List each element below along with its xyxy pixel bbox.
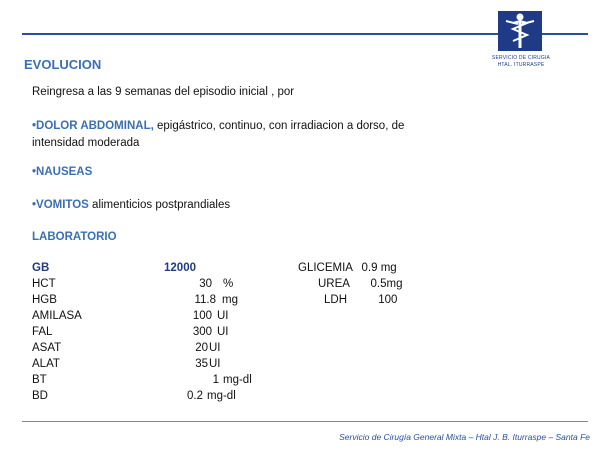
lab-value: 1 bbox=[212, 374, 219, 386]
symptom-vomitos bbox=[32, 199, 230, 211]
symptom-bullet: • bbox=[32, 166, 37, 178]
lab-unit: UI bbox=[209, 342, 221, 354]
lab-row-bd bbox=[32, 390, 252, 406]
lab-value: 0.2 bbox=[187, 390, 203, 402]
lab-name: UREA bbox=[318, 278, 350, 290]
lab-value: 100 bbox=[192, 310, 212, 322]
lab-name: GB bbox=[32, 262, 50, 274]
page-title: EVOLUCION bbox=[24, 57, 102, 72]
lab-value: 0.9 mg bbox=[361, 262, 397, 274]
lab-value: 20 bbox=[195, 342, 208, 354]
lab-row-ldh bbox=[324, 294, 397, 310]
lab-row-amilasa bbox=[32, 310, 252, 326]
lab-name: HCT bbox=[32, 278, 56, 290]
lab-name: GLICEMIA bbox=[298, 262, 353, 274]
lab-name: FAL bbox=[32, 326, 53, 338]
lab-section-title: LABORATORIO bbox=[32, 231, 117, 243]
lab-unit: % bbox=[223, 278, 234, 290]
logo-caption-line1: SERVICIO DE CIRUGIA bbox=[491, 55, 551, 61]
caduceus-icon bbox=[498, 11, 542, 51]
symptom-text: alimenticios postprandiales bbox=[88, 199, 231, 211]
hospital-logo bbox=[498, 11, 542, 51]
lab-row-alat bbox=[32, 358, 252, 374]
lab-name: LDH bbox=[324, 294, 348, 306]
lab-value: 0.5mg bbox=[370, 278, 403, 290]
intro-text: Reingresa a las 9 semanas del episodio inicial , por bbox=[32, 86, 295, 98]
footer-divider bbox=[22, 421, 588, 422]
symptom-label: DOLOR ABDOMINAL, bbox=[36, 120, 154, 132]
lab-name: ALAT bbox=[32, 358, 60, 370]
lab-unit: UI bbox=[217, 310, 229, 322]
symptom-text: epigástrico, continuo, con irradiacion a dorso, de bbox=[153, 120, 405, 132]
lab-row-hgb bbox=[32, 294, 252, 310]
logo-caption bbox=[478, 55, 564, 69]
lab-name: BD bbox=[32, 390, 48, 402]
lab-row-glicemia bbox=[298, 262, 397, 278]
lab-value: 35 bbox=[195, 358, 208, 370]
footer-text: Servicio de Cirugía General Mixta – Htal J. B. Iturraspe – Santa Fe bbox=[339, 432, 590, 442]
lab-value: 300 bbox=[192, 326, 212, 338]
lab-unit: UI bbox=[217, 326, 229, 338]
lab-name: AMILASA bbox=[32, 310, 82, 322]
symptom-dolor bbox=[32, 118, 404, 152]
lab-unit: mg-dl bbox=[223, 374, 252, 386]
lab-unit: mg-dl bbox=[207, 390, 236, 402]
lab-row-fal bbox=[32, 326, 252, 342]
lab-unit: UI bbox=[209, 358, 221, 370]
lab-unit: mg bbox=[222, 294, 238, 306]
symptom-label: NAUSEAS bbox=[36, 166, 93, 178]
lab-row-bt bbox=[32, 374, 252, 390]
lab-name: BT bbox=[32, 374, 47, 386]
symptom-text-cont: intensidad moderada bbox=[32, 137, 140, 149]
lab-row-gb bbox=[32, 262, 252, 278]
lab-value: 100 bbox=[378, 294, 398, 306]
symptom-label: VOMITOS bbox=[36, 199, 89, 211]
lab-value: 12000 bbox=[164, 262, 196, 274]
lab-value: 11.8 bbox=[194, 294, 216, 306]
symptom-nauseas bbox=[32, 166, 92, 178]
lab-name: HGB bbox=[32, 294, 57, 306]
lab-row-asat bbox=[32, 342, 252, 358]
lab-value: 30 bbox=[199, 278, 212, 290]
lab-name: ASAT bbox=[32, 342, 62, 354]
logo-caption-line2: HTAL. ITURRASPE bbox=[497, 62, 545, 68]
lab-row-hct bbox=[32, 278, 252, 294]
symptom-bullet: • bbox=[32, 199, 37, 211]
symptom-bullet: • bbox=[32, 120, 37, 132]
lab-row-urea bbox=[318, 278, 403, 294]
